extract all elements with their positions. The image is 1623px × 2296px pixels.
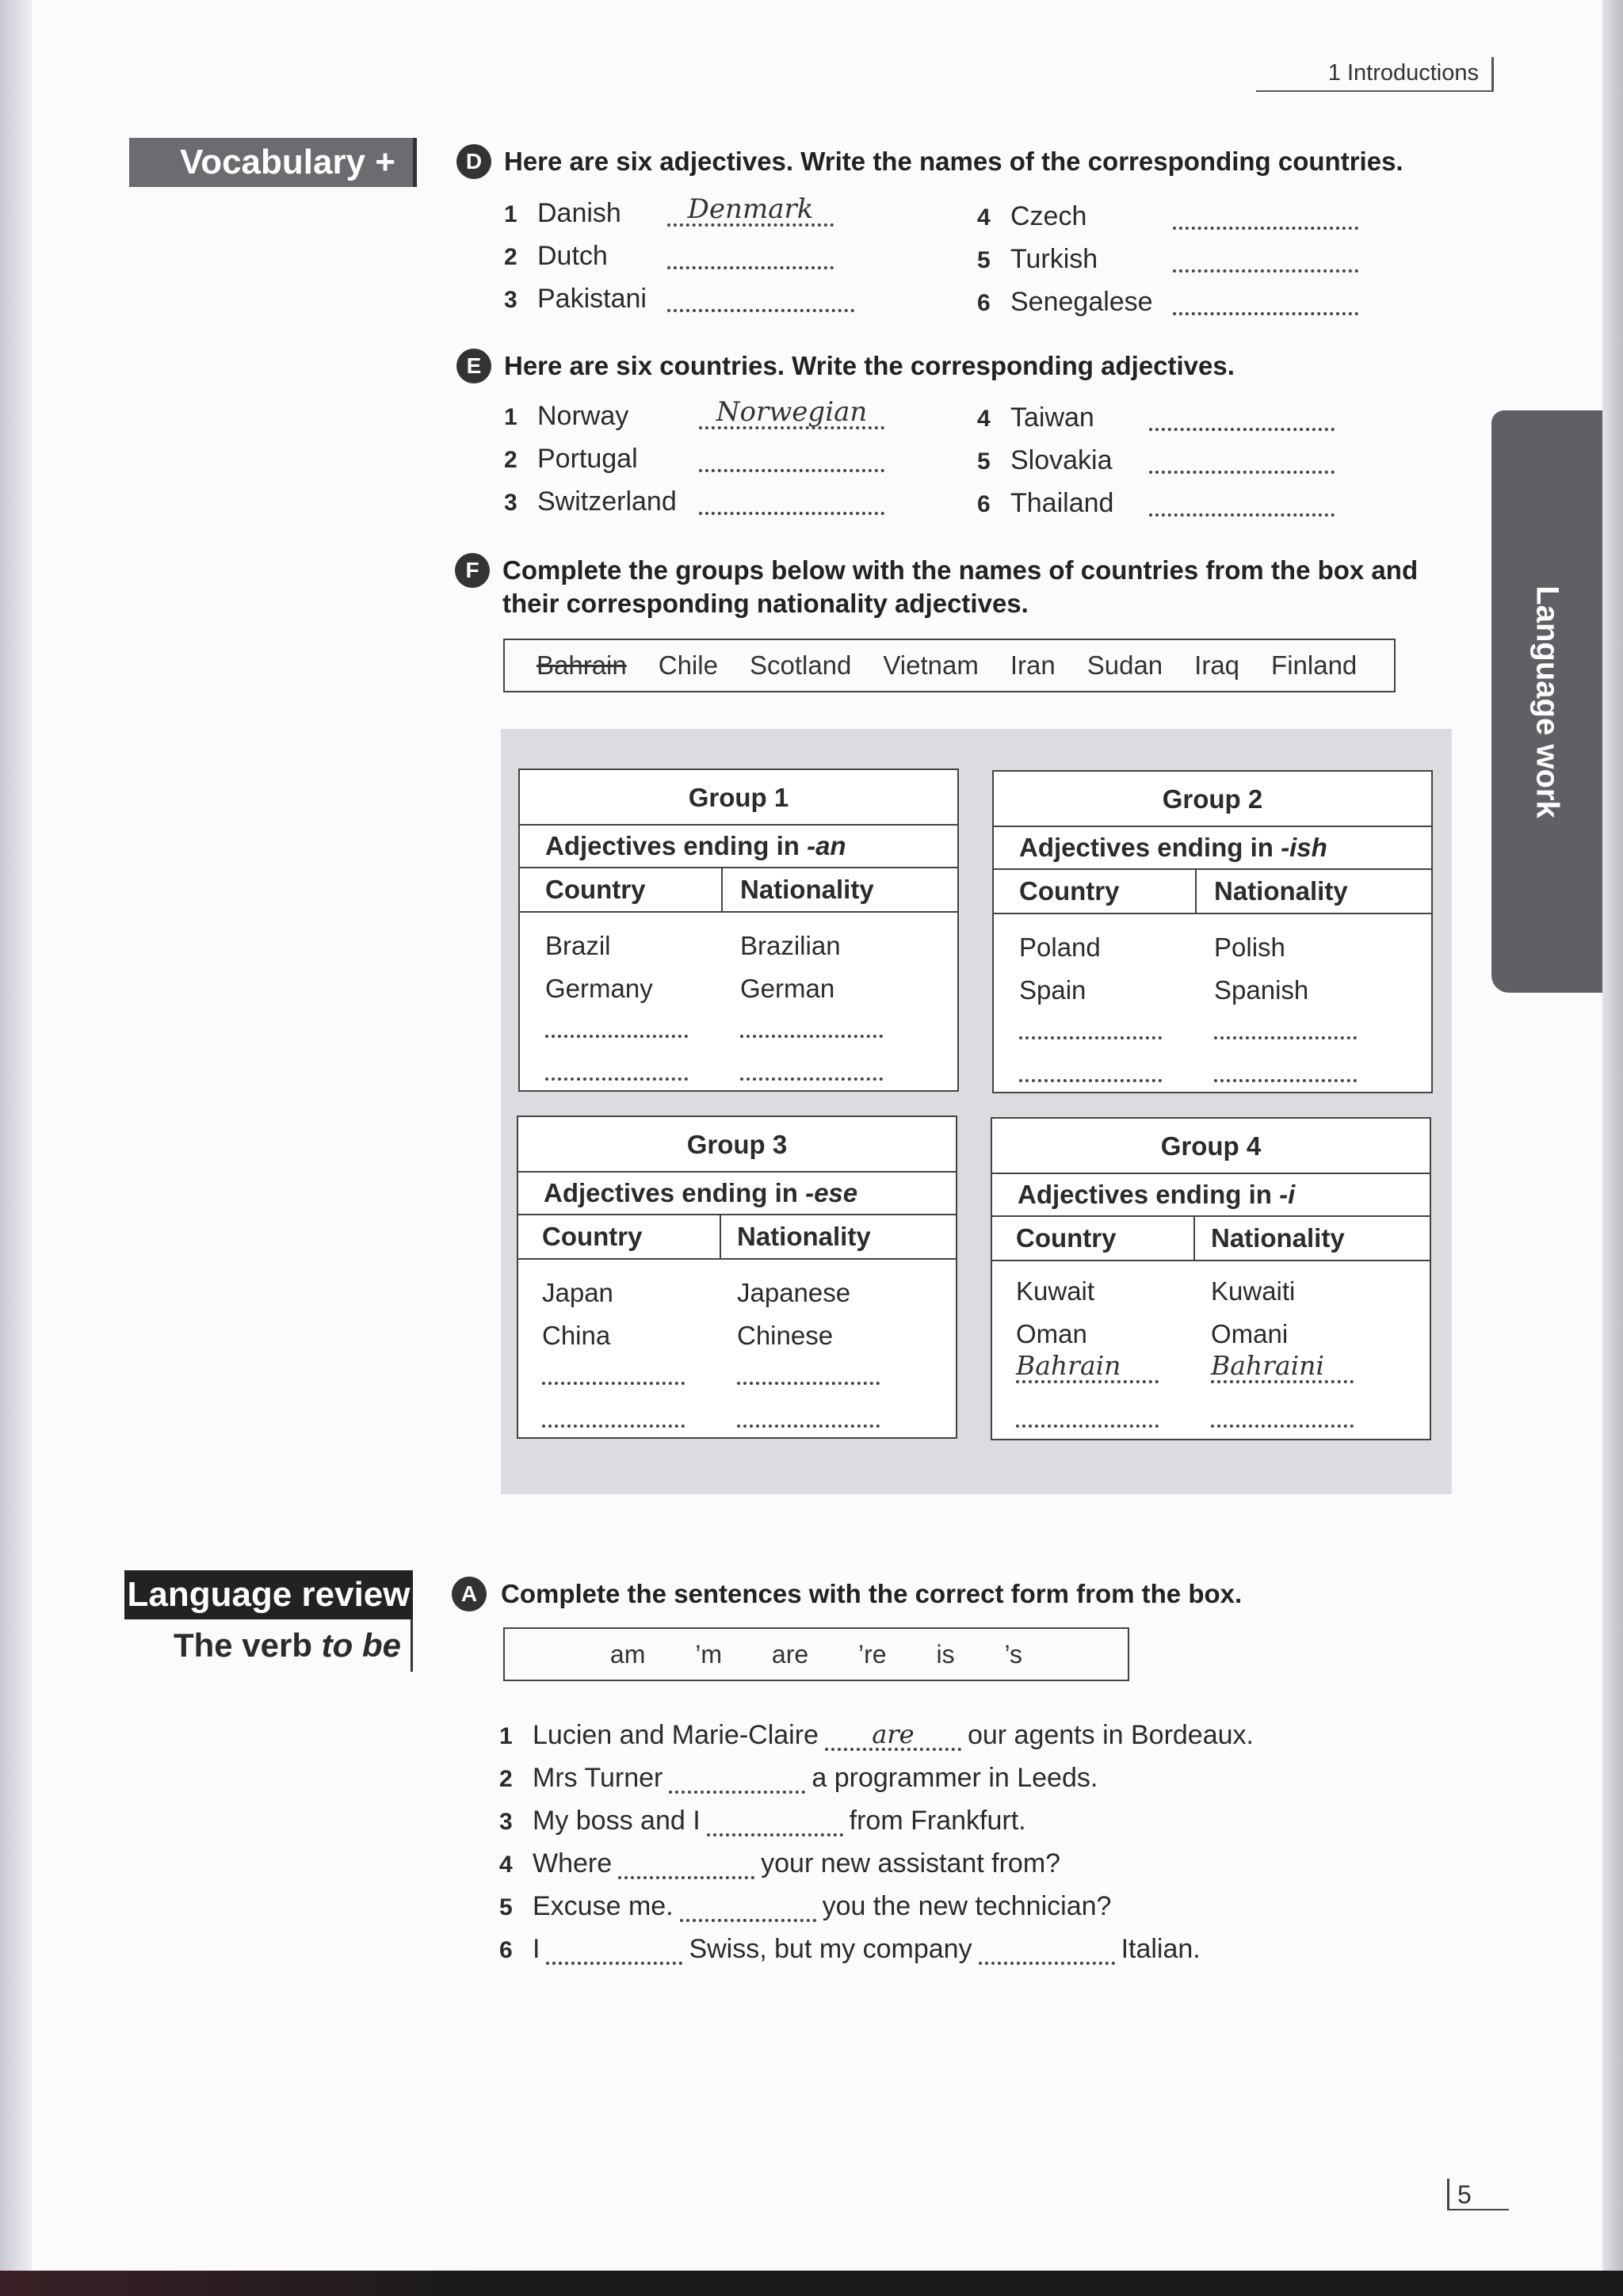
sentence-1-blank[interactable]: are bbox=[825, 1722, 961, 1751]
group-2-table bbox=[992, 770, 1433, 1093]
exercise-e-item-1: 1 Norway bbox=[504, 401, 629, 431]
word-box-item: Vietnam bbox=[883, 650, 979, 680]
word-box-item: Bahrain bbox=[537, 650, 627, 680]
exercise-e-instruction: Here are six countries. Write the corresponding adjectives. bbox=[504, 351, 1235, 380]
page-right-edge bbox=[1602, 0, 1623, 2271]
group-2-nationality-blank-3[interactable] bbox=[1214, 1008, 1357, 1039]
exercise-d-answer-1[interactable]: Denmark bbox=[667, 195, 834, 227]
group-4-column-divider bbox=[1193, 1217, 1195, 1261]
group-1-nationality-1: Brazilian bbox=[740, 931, 841, 960]
group-4-country-blank-4[interactable] bbox=[1016, 1396, 1159, 1428]
form-box-item: is bbox=[936, 1639, 955, 1669]
group-2-country-blank-3[interactable] bbox=[1019, 1008, 1162, 1039]
exercise-f-instruction-line-1: Complete the groups below with the names of countries from the box and bbox=[502, 555, 1419, 585]
group-3-country-2: China bbox=[542, 1321, 611, 1350]
group-3-nationality-1: Japanese bbox=[737, 1278, 851, 1307]
sentence-2: 2 Mrs Turner a programmer in Leeds. bbox=[499, 1763, 1098, 1793]
group-2-column-divider bbox=[1195, 870, 1197, 914]
form-box-item: ’re bbox=[858, 1639, 887, 1669]
sentence-6: 6 I Swiss, but my company Italian. bbox=[499, 1934, 1201, 1964]
exercise-e-badge: E bbox=[456, 349, 491, 383]
group-3-table bbox=[517, 1116, 957, 1439]
sentence-5: 5 Excuse me. you the new technician? bbox=[499, 1891, 1112, 1921]
word-box-item: Scotland bbox=[749, 650, 852, 680]
exercise-e-item-2: 2 Portugal bbox=[504, 444, 638, 474]
exercise-f-badge: F bbox=[455, 553, 490, 588]
group-4-nationality-blank-3[interactable]: Bahraini bbox=[1211, 1352, 1354, 1383]
exercise-d-item-5: 5 Turkish bbox=[977, 244, 1098, 274]
group-2-country-2: Spain bbox=[1019, 975, 1086, 1005]
vocabulary-section-label: Vocabulary + bbox=[129, 138, 417, 187]
exercise-d-answer-5[interactable] bbox=[1173, 241, 1358, 273]
sentence-6-blank-2[interactable] bbox=[979, 1936, 1115, 1965]
exercise-d-item-1: 1 Danish bbox=[504, 198, 621, 228]
language-review-topic: The verb to be bbox=[124, 1619, 413, 1672]
exercise-d-answer-2[interactable] bbox=[667, 238, 834, 269]
exercise-d-item-4: 4 Czech bbox=[977, 201, 1087, 231]
group-1-col-country: Country bbox=[545, 875, 646, 904]
exercise-d-answer-4[interactable] bbox=[1173, 198, 1358, 230]
group-4-country-1: Kuwait bbox=[1016, 1276, 1095, 1306]
sentence-2-blank[interactable] bbox=[669, 1765, 805, 1794]
group-4-country-blank-3[interactable]: Bahrain bbox=[1016, 1352, 1159, 1383]
exercise-d-badge: D bbox=[456, 144, 491, 179]
group-4-country-2: Oman bbox=[1016, 1319, 1087, 1348]
group-3-header-row bbox=[518, 1215, 956, 1260]
exercise-e-item-5: 5 Slovakia bbox=[977, 445, 1113, 475]
verb-form-box bbox=[503, 1627, 1129, 1681]
group-3-nationality-blank-4[interactable] bbox=[737, 1396, 880, 1428]
group-1-column-divider bbox=[721, 868, 723, 913]
group-3-country-blank-4[interactable] bbox=[542, 1396, 685, 1428]
exercise-d-answer-3[interactable] bbox=[667, 280, 854, 312]
group-3-col-nationality: Nationality bbox=[737, 1222, 871, 1251]
exercise-a-instruction: Complete the sentences with the correct form from the box. bbox=[501, 1579, 1243, 1608]
group-4-col-nationality: Nationality bbox=[1211, 1223, 1345, 1253]
group-3-country-1: Japan bbox=[542, 1278, 613, 1307]
exercise-e-item-6: 6 Thailand bbox=[977, 488, 1114, 518]
group-3-title: Group 3 bbox=[518, 1117, 956, 1173]
group-1-country-blank-4[interactable] bbox=[545, 1049, 688, 1081]
group-4-title: Group 4 bbox=[992, 1119, 1430, 1174]
sentence-4: 4 Where your new assistant from? bbox=[499, 1848, 1061, 1878]
group-1-country-blank-3[interactable] bbox=[545, 1006, 688, 1038]
sentence-6-blank-1[interactable] bbox=[546, 1936, 682, 1965]
exercise-d-item-2: 2 Dutch bbox=[504, 241, 608, 271]
side-tab bbox=[1491, 410, 1602, 993]
sentence-3-blank[interactable] bbox=[707, 1808, 843, 1836]
sentence-5-blank[interactable] bbox=[680, 1894, 816, 1922]
group-2-col-nationality: Nationality bbox=[1214, 876, 1348, 906]
scan-bottom-strip bbox=[0, 2271, 1623, 2296]
group-2-subtitle: Adjectives ending in -ish bbox=[994, 827, 1431, 870]
word-box-item: Finland bbox=[1271, 650, 1358, 680]
exercise-e-answer-3[interactable] bbox=[699, 483, 884, 515]
exercise-e-answer-2[interactable] bbox=[699, 441, 884, 472]
group-2-col-country: Country bbox=[1019, 876, 1120, 906]
exercise-d-item-3: 3 Pakistani bbox=[504, 284, 647, 314]
form-box-item: am bbox=[609, 1639, 646, 1669]
language-review-label: Language review bbox=[124, 1570, 413, 1619]
country-word-box bbox=[503, 639, 1396, 692]
group-4-table bbox=[991, 1117, 1431, 1440]
exercise-e-answer-1[interactable]: Norwegian bbox=[699, 398, 884, 429]
group-2-nationality-blank-4[interactable] bbox=[1214, 1051, 1357, 1082]
group-4-nationality-1: Kuwaiti bbox=[1211, 1276, 1296, 1306]
group-1-country-2: Germany bbox=[545, 974, 653, 1003]
group-1-country-1: Brazil bbox=[545, 931, 611, 960]
group-1-nationality-blank-3[interactable] bbox=[740, 1006, 883, 1038]
group-4-nationality-blank-4[interactable] bbox=[1211, 1396, 1354, 1428]
word-box-item: Sudan bbox=[1086, 650, 1163, 680]
group-1-nationality-2: German bbox=[740, 974, 835, 1003]
form-box-item: are bbox=[771, 1639, 809, 1669]
group-1-title: Group 1 bbox=[520, 770, 957, 826]
group-2-title: Group 2 bbox=[994, 772, 1431, 827]
page-number: 5 bbox=[1447, 2179, 1509, 2210]
group-3-nationality-blank-3[interactable] bbox=[737, 1353, 880, 1385]
group-3-country-blank-3[interactable] bbox=[542, 1353, 685, 1385]
group-3-col-country: Country bbox=[542, 1222, 643, 1251]
exercise-e-answer-5[interactable] bbox=[1149, 442, 1335, 474]
group-2-country-blank-4[interactable] bbox=[1019, 1051, 1162, 1082]
group-3-subtitle: Adjectives ending in -ese bbox=[518, 1173, 956, 1215]
sentence-3: 3 My boss and I from Frankfurt. bbox=[499, 1806, 1026, 1836]
group-3-nationality-2: Chinese bbox=[737, 1321, 834, 1350]
exercise-e-item-4: 4 Taiwan bbox=[977, 402, 1094, 433]
exercise-f-instruction-line-2: their corresponding nationality adjectives. bbox=[502, 589, 1029, 618]
word-box-item: Iraq bbox=[1194, 650, 1240, 680]
group-2-nationality-1: Polish bbox=[1214, 933, 1285, 962]
running-head: 1 Introductions bbox=[1256, 57, 1494, 92]
exercise-a-badge: A bbox=[452, 1577, 487, 1611]
exercise-e-answer-6[interactable] bbox=[1149, 485, 1335, 517]
group-2-header-row bbox=[994, 870, 1431, 914]
group-2-nationality-2: Spanish bbox=[1214, 975, 1309, 1005]
group-3-column-divider bbox=[720, 1215, 721, 1260]
group-4-col-country: Country bbox=[1016, 1223, 1117, 1253]
exercise-d-item-6: 6 Senegalese bbox=[977, 287, 1153, 317]
exercise-d-instruction: Here are six adjectives. Write the names of the corresponding countries. bbox=[504, 147, 1403, 176]
group-1-subtitle: Adjectives ending in -an bbox=[520, 826, 957, 868]
exercise-e-item-3: 3 Switzerland bbox=[504, 486, 677, 517]
word-box-item: Chile bbox=[658, 650, 718, 680]
group-4-subtitle: Adjectives ending in -i bbox=[992, 1174, 1430, 1217]
form-box-item: ’m bbox=[695, 1639, 722, 1669]
group-1-col-nationality: Nationality bbox=[740, 875, 874, 904]
exercise-d-answer-6[interactable] bbox=[1173, 284, 1358, 315]
form-box-item: ’s bbox=[1004, 1639, 1023, 1669]
page-spine-shadow bbox=[0, 0, 32, 2271]
exercise-e-answer-4[interactable] bbox=[1149, 399, 1335, 431]
group-1-nationality-blank-4[interactable] bbox=[740, 1049, 883, 1081]
sentence-4-blank[interactable] bbox=[618, 1851, 754, 1879]
group-2-country-1: Poland bbox=[1019, 933, 1101, 962]
side-tab-label: Language work bbox=[1529, 585, 1565, 818]
group-1-header-row bbox=[520, 868, 957, 913]
word-box-item: Iran bbox=[1010, 650, 1056, 680]
sentence-1: 1 Lucien and Marie-Claire are our agents in Bordeaux. bbox=[499, 1719, 1254, 1750]
group-4-header-row bbox=[992, 1217, 1430, 1261]
group-1-table bbox=[518, 769, 959, 1092]
group-4-nationality-2: Omani bbox=[1211, 1319, 1289, 1348]
